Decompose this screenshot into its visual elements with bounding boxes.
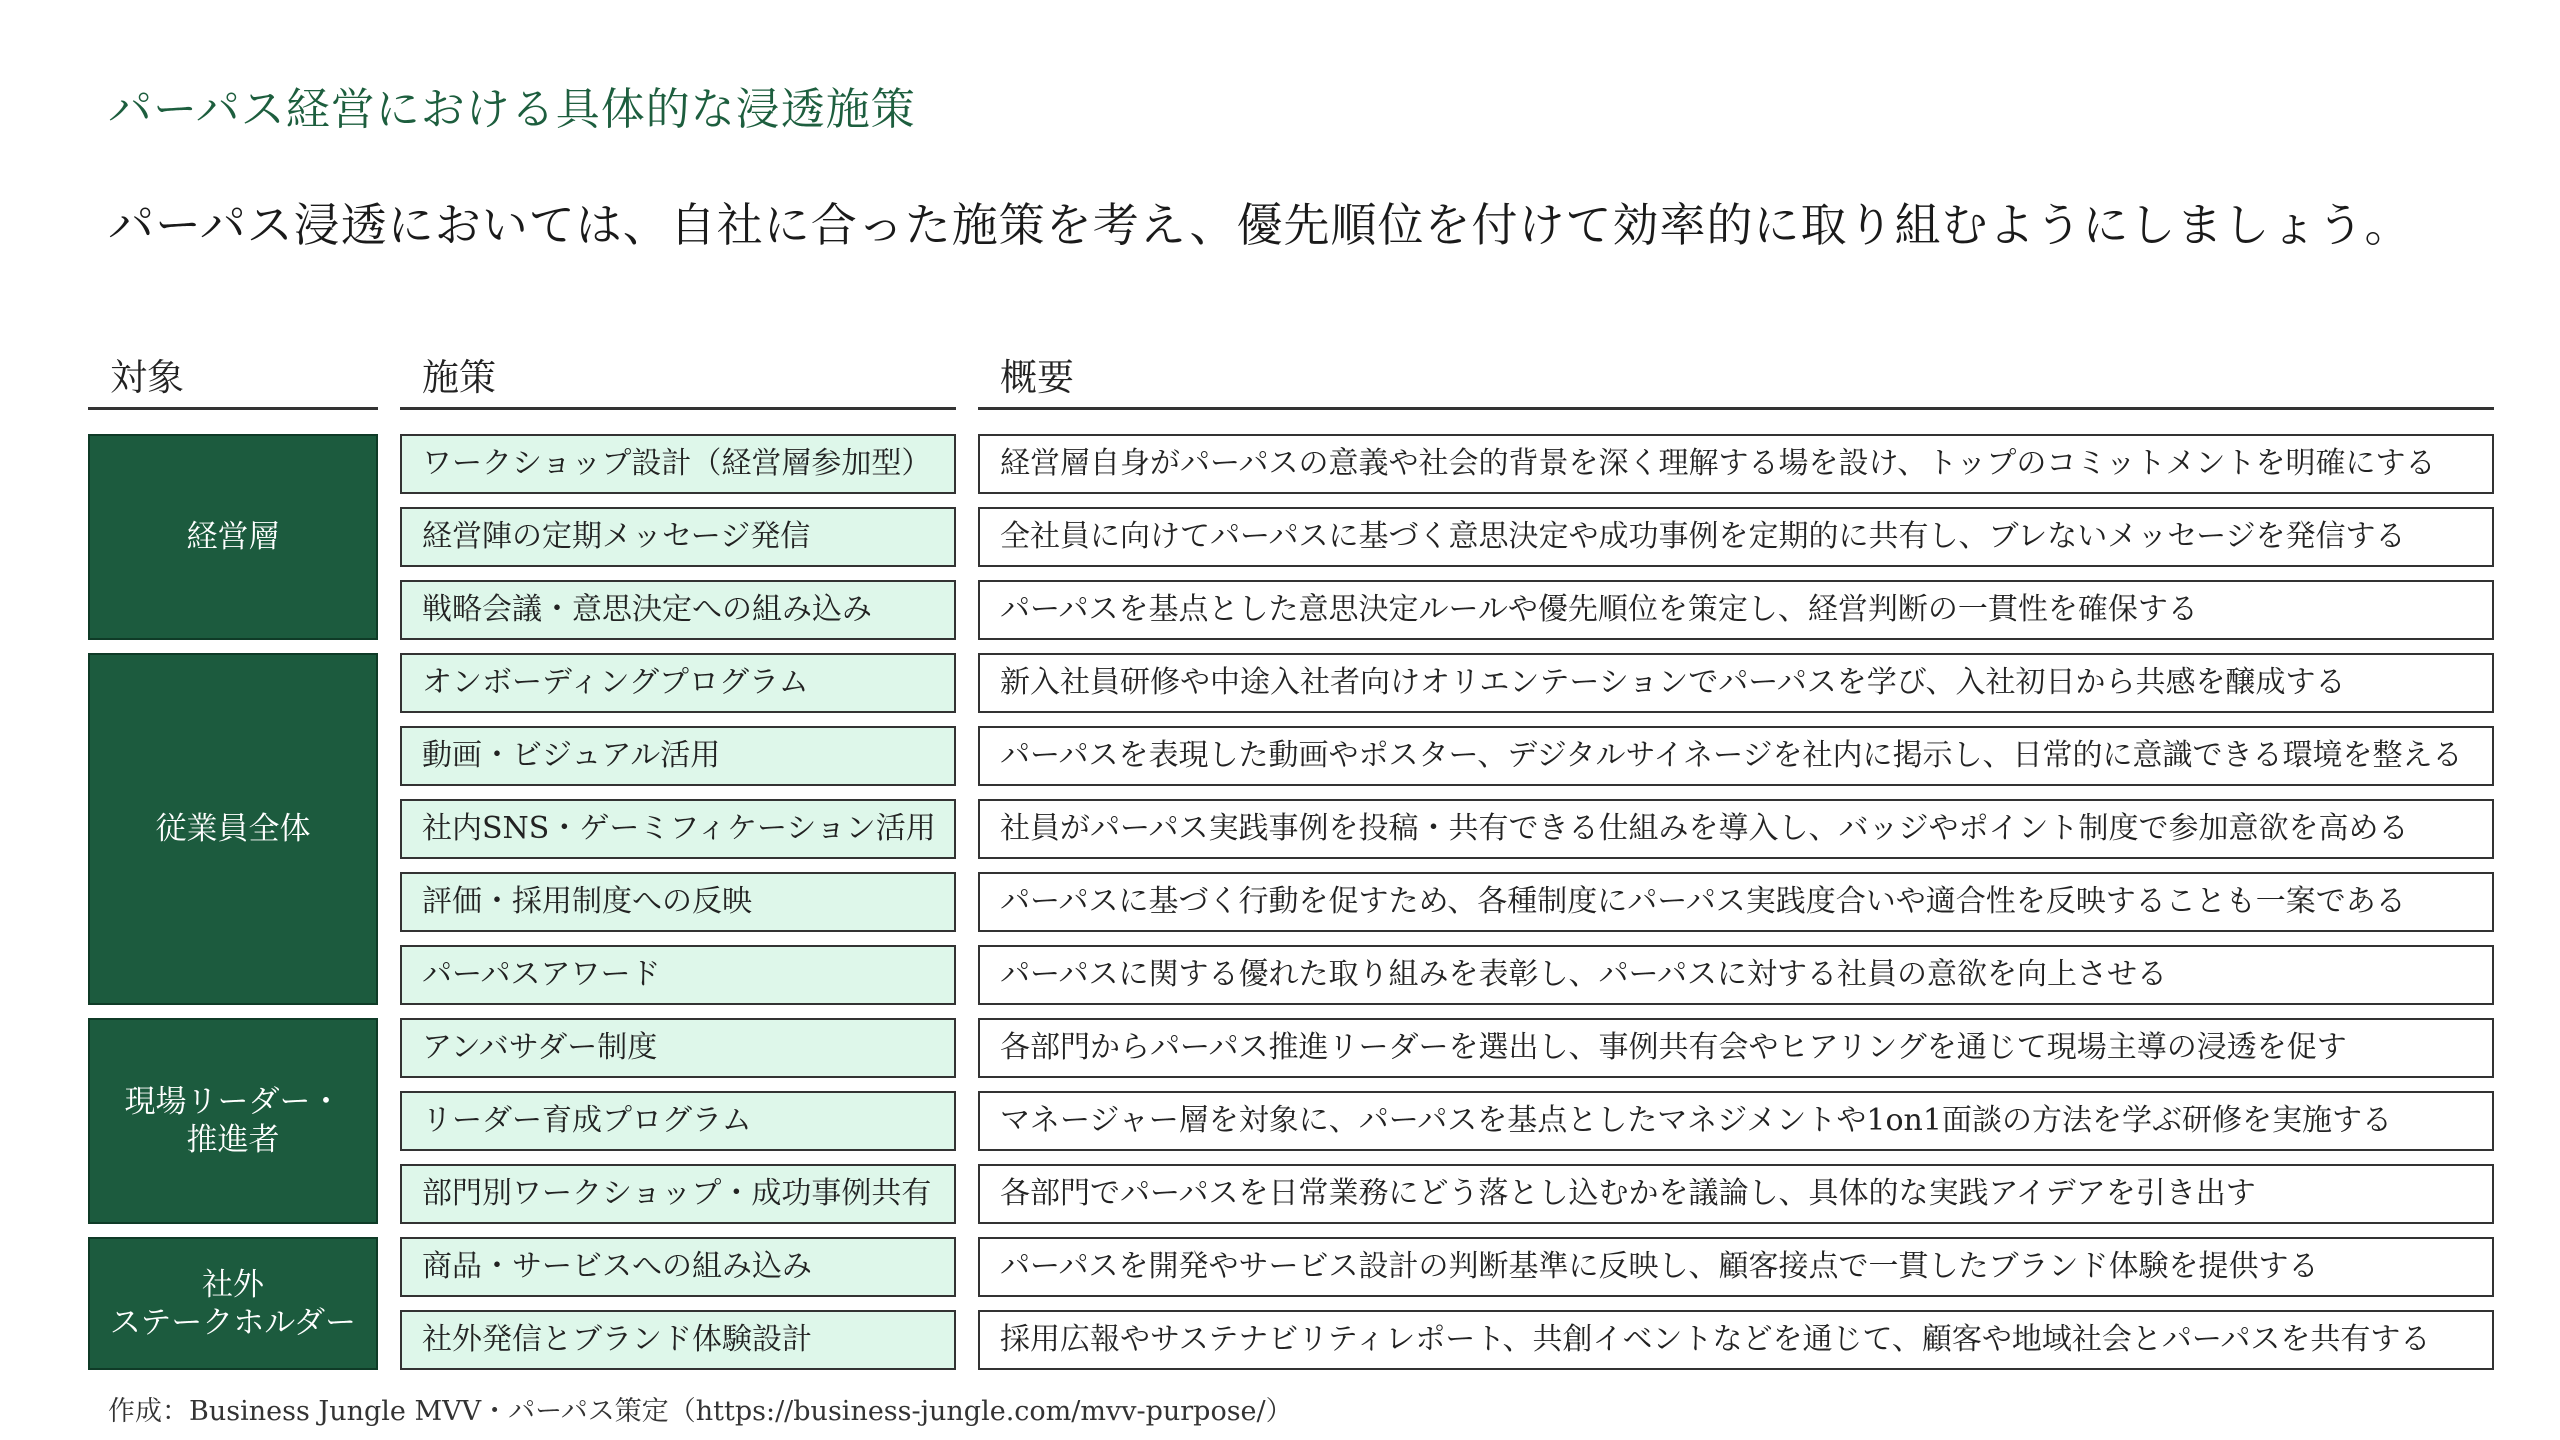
measure-cell: パーパスアワード	[400, 945, 956, 1005]
column-header-measure: 施策	[400, 346, 956, 410]
overview-cell: マネージャー層を対象に、パーパスを基点としたマネジメントや1on1面談の方法を学ぶ研修を実施する	[978, 1091, 2494, 1151]
overview-cell: 経営層自身がパーパスの意義や社会的背景を深く理解する場を設け、トップのコミットメントを明確にする	[978, 434, 2494, 494]
measure-cell: ワークショップ設計（経営層参加型）	[400, 434, 956, 494]
measure-cell: 商品・サービスへの組み込み	[400, 1237, 956, 1297]
overview-cell: 社員がパーパス実践事例を投稿・共有できる仕組みを導入し、バッジやポイント制度で参加意欲を高める	[978, 799, 2494, 859]
group-cell-all-employees: 従業員全体	[88, 653, 378, 1005]
measure-cell: アンバサダー制度	[400, 1018, 956, 1078]
measure-cell: 社内SNS・ゲーミフィケーション活用	[400, 799, 956, 859]
measure-cell: オンボーディングプログラム	[400, 653, 956, 713]
measure-cell: 経営陣の定期メッセージ発信	[400, 507, 956, 567]
overview-cell: パーパスを基点とした意思決定ルールや優先順位を策定し、経営判断の一貫性を確保する	[978, 580, 2494, 640]
measure-cell: リーダー育成プログラム	[400, 1091, 956, 1151]
group-cell-external-stakeholders: 社外 ステークホルダー	[88, 1237, 378, 1370]
overview-cell: 採用広報やサステナビリティレポート、共創イベントなどを通じて、顧客や地域社会とパーパスを共有する	[978, 1310, 2494, 1370]
overview-cell: パーパスに関する優れた取り組みを表彰し、パーパスに対する社員の意欲を向上させる	[978, 945, 2494, 1005]
overview-cell: パーパスを開発やサービス設計の判断基準に反映し、顧客接点で一貫したブランド体験を提供する	[978, 1237, 2494, 1297]
page-subtitle: パーパス浸透においては、自社に合った施策を考え、優先順位を付けて効率的に取り組むようにしましょう。	[108, 198, 2412, 252]
page-title: パーパス経営における具体的な浸透施策	[108, 84, 916, 135]
group-cell-executives: 経営層	[88, 434, 378, 640]
group-cell-field-leaders: 現場リーダー・ 推進者	[88, 1018, 378, 1224]
measure-cell: 評価・採用制度への反映	[400, 872, 956, 932]
measure-cell: 戦略会議・意思決定への組み込み	[400, 580, 956, 640]
overview-cell: 新入社員研修や中途入社者向けオリエンテーションでパーパスを学び、入社初日から共感を醸成する	[978, 653, 2494, 713]
overview-cell: パーパスに基づく行動を促すため、各種制度にパーパス実践度合いや適合性を反映することも一案である	[978, 872, 2494, 932]
measure-cell: 動画・ビジュアル活用	[400, 726, 956, 786]
overview-cell: 各部門でパーパスを日常業務にどう落とし込むかを議論し、具体的な実践アイデアを引き出す	[978, 1164, 2494, 1224]
source-note: 作成：Business Jungle MVV・パーパス策定（https://business-jungle.com/mvv-purpose/）	[108, 1396, 1293, 1427]
column-header-overview: 概要	[978, 346, 2494, 410]
measure-cell: 社外発信とブランド体験設計	[400, 1310, 956, 1370]
overview-cell: 各部門からパーパス推進リーダーを選出し、事例共有会やヒアリングを通じて現場主導の浸透を促す	[978, 1018, 2494, 1078]
overview-cell: パーパスを表現した動画やポスター、デジタルサイネージを社内に掲示し、日常的に意識できる環境を整える	[978, 726, 2494, 786]
measure-cell: 部門別ワークショップ・成功事例共有	[400, 1164, 956, 1224]
column-header-target: 対象	[88, 346, 378, 410]
overview-cell: 全社員に向けてパーパスに基づく意思決定や成功事例を定期的に共有し、ブレないメッセージを発信する	[978, 507, 2494, 567]
